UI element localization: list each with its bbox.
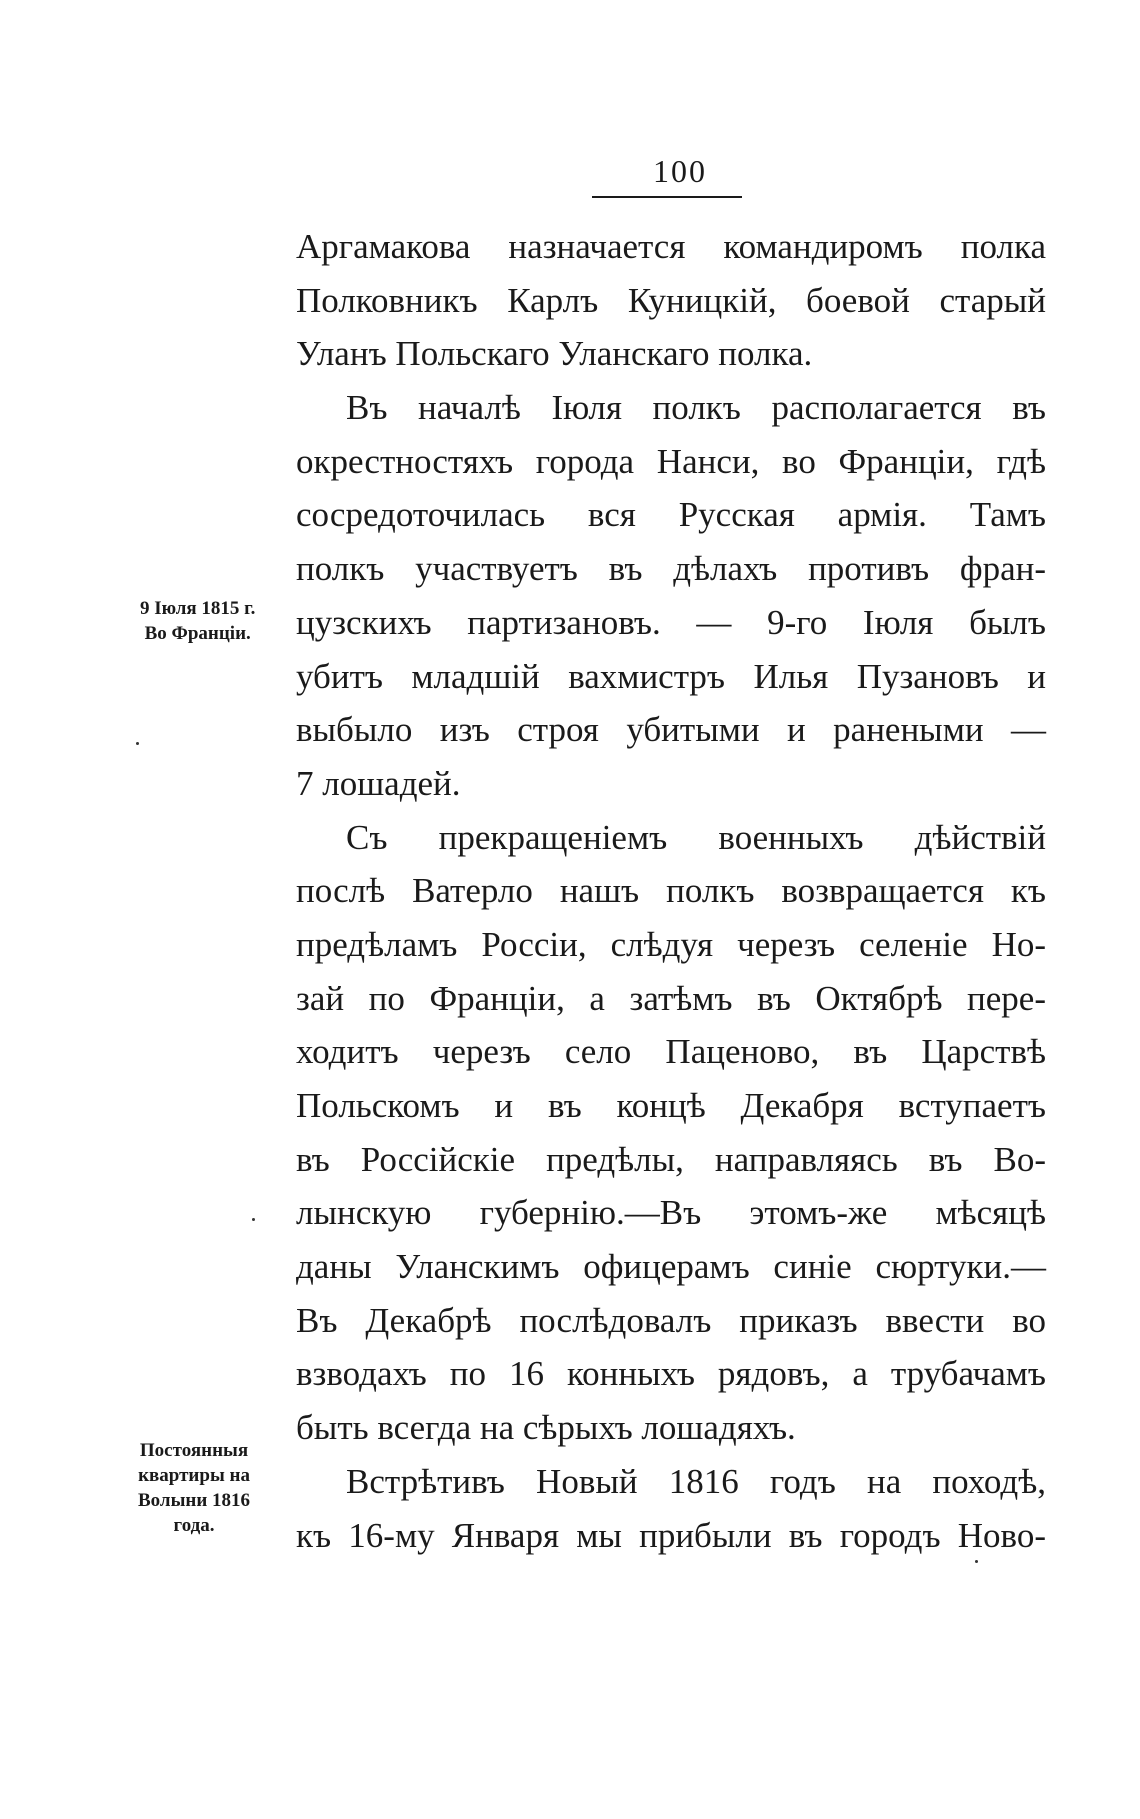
margin-note-line: Во Франціи. (144, 623, 251, 644)
margin-note-quarters (138, 1438, 250, 1538)
text-line: въ Россійскіе предѣлы, направляясь въ Во- (296, 1139, 1046, 1179)
text-line: послѣ Ватерло нашъ полкъ возвращается къ (296, 871, 1046, 911)
text-line: взводахъ по 16 конныхъ рядовъ, а трубачамъ (296, 1354, 1046, 1394)
margin-note-line: 9 Іюля 1815 г. (140, 598, 256, 619)
text-line: лынскую губернію.—Въ этомъ-же мѣсяцѣ (296, 1193, 1046, 1233)
margin-note-line: Постоянныя (139, 1440, 249, 1461)
text-line: зай по Франціи, а затѣмъ въ Октябрѣ пере- (296, 978, 1046, 1018)
text-line: полкъ участвуетъ въ дѣлахъ противъ фран- (296, 549, 1046, 589)
text-line: ходитъ черезъ село Паценово, въ Царствѣ (296, 1032, 1046, 1072)
text-line: окрестностяхъ города Нанси, во Франціи, гдѣ (296, 441, 1046, 481)
text-line: Аргамакова назначается командиромъ полка (296, 227, 1046, 266)
text-line: быть всегда на сѣрыхъ лошадяхъ. (296, 1408, 796, 1448)
text-line: сосредоточилась вся Русская армія. Тамъ (296, 495, 1046, 535)
text-line: Уланъ Польскаго Уланскаго полка. (296, 334, 813, 374)
text-line: Съ прекращеніемъ военныхъ дѣйствій (346, 817, 1046, 857)
text-line: выбыло изъ строя убитыми и ранеными — (296, 710, 1046, 750)
margin-note-line: года. (173, 1515, 215, 1536)
text-line: убитъ младшій вахмистръ Илья Пузановъ и (296, 656, 1046, 696)
text-line: Встрѣтивъ Новый 1816 годъ на походѣ, (346, 1461, 1046, 1501)
print-speck (975, 1560, 978, 1563)
body-text (296, 220, 1046, 1562)
text-line: къ 16-му Января мы прибыли въ городъ Ново- (296, 1515, 1046, 1555)
text-line: 7 лошадей. (296, 763, 461, 803)
margin-note-line: Волыни 1816 (138, 1490, 251, 1511)
text-line: предѣламъ Россіи, слѣдуя черезъ селеніе Но- (296, 924, 1046, 964)
page-number-rule (592, 196, 742, 198)
text-line: цузскихъ партизановъ. — 9-го Іюля былъ (296, 602, 1046, 642)
text-line: даны Уланскимъ офицерамъ синіе сюртуки.— (296, 1247, 1046, 1287)
print-speck (136, 742, 139, 745)
margin-note-date (140, 596, 255, 646)
margin-note-line: квартиры на (138, 1465, 250, 1486)
text-line: Въ началѣ Іюля полкъ располагается въ (346, 388, 1046, 428)
print-speck (252, 1218, 255, 1221)
text-line: Польскомъ и въ концѣ Декабря вступаетъ (296, 1086, 1046, 1125)
page-number: 100 (653, 153, 707, 189)
text-line: Полковникъ Карлъ Куницкій, боевой старый (296, 280, 1046, 320)
text-line: Въ Декабрѣ послѣдовалъ приказъ ввести во (296, 1300, 1046, 1340)
